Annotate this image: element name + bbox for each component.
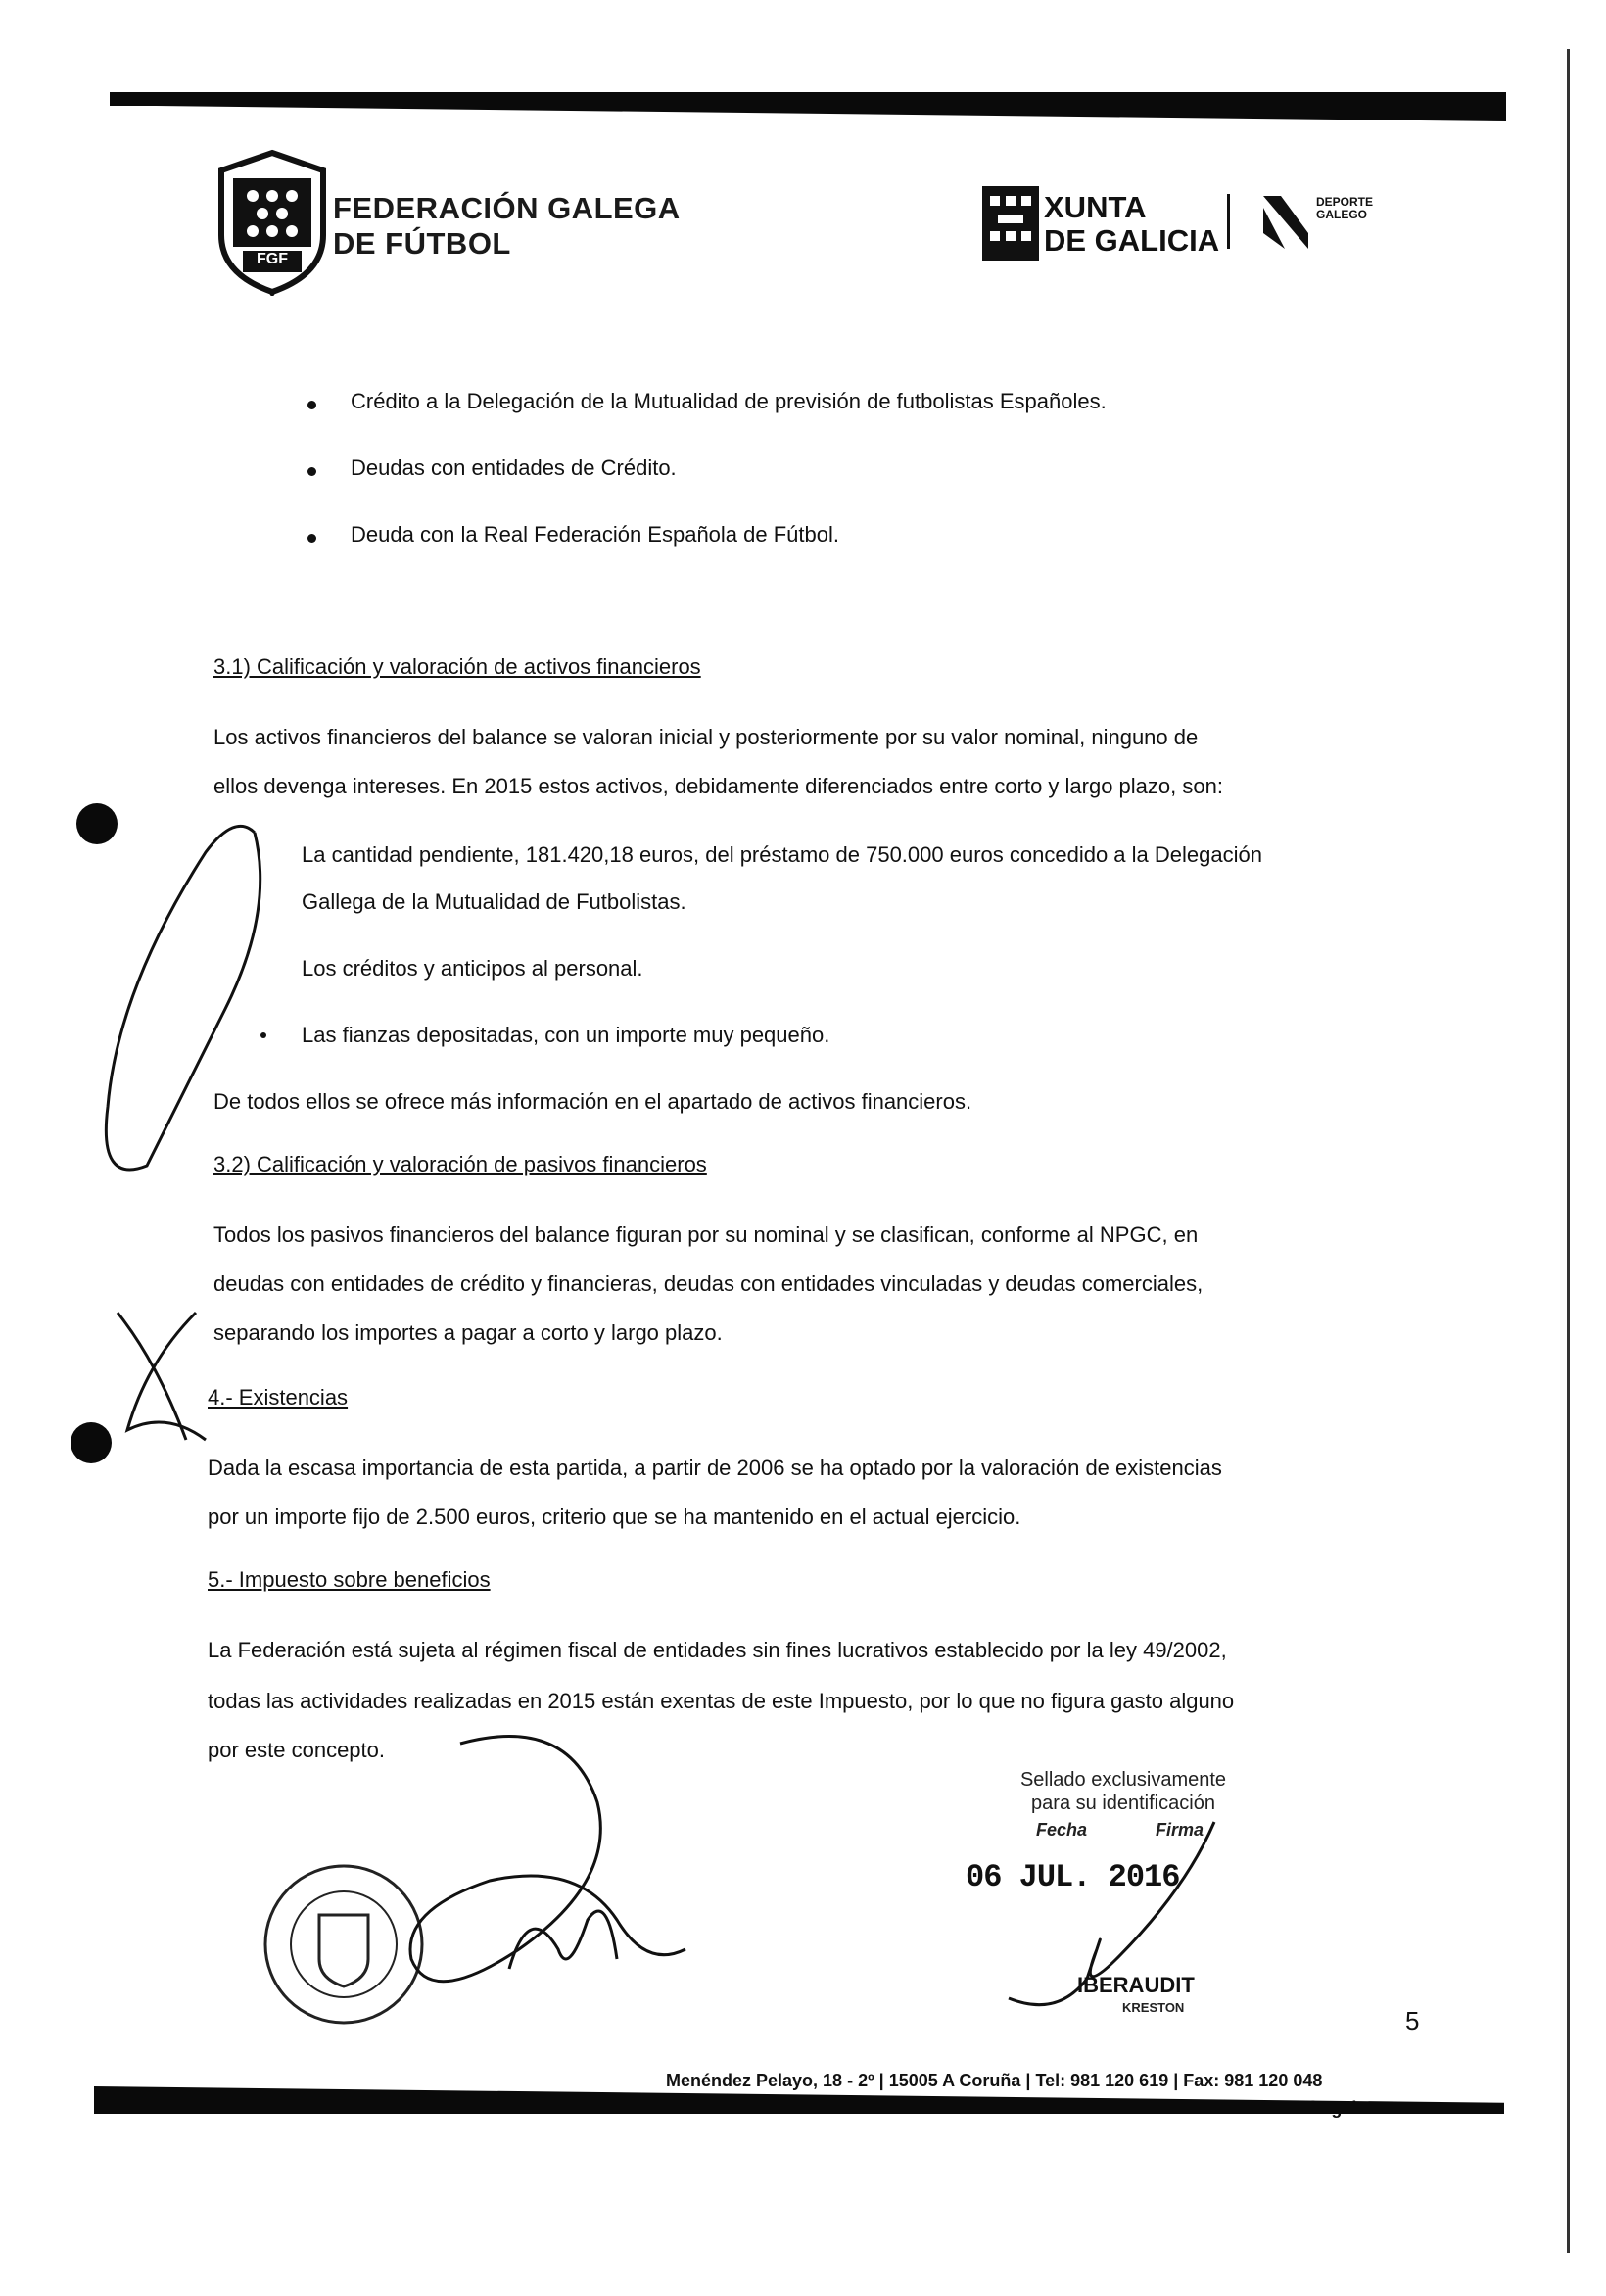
paragraph-line: La Federación está sujeta al régimen fiscal de entidades sin fines lucrativos establecido por la ley 49/2002, [208,1638,1227,1662]
bullet-item: Crédito a la Delegación de la Mutualidad de previsión de futbolistas Españoles. [351,389,1107,413]
bullet-item: Deuda con la Real Federación Española de Fútbol. [351,522,839,547]
page-number: 5 [1405,2006,1420,2035]
scan-edge-line [1567,49,1570,2253]
federation-name-line1: FEDERACIÓN GALEGA [333,191,681,225]
fgf-shield-logo [213,149,331,296]
stamp-line: para su identificación [1031,1793,1215,1814]
federation-name [333,191,681,262]
section-heading: 4.- Existencias [208,1385,349,1410]
bullet-item: Deudas con entidades de Crédito. [351,455,677,480]
stamp-auditor-sub: KRESTON [1122,2000,1185,2015]
paragraph-line: todas las actividades realizadas en 2015 están exentas de este Impuesto, por lo que no figura gasto alguno [208,1689,1235,1713]
xunta-line1: XUNTA [1044,190,1147,224]
list-item: Los créditos y anticipos al personal. [302,956,643,981]
paragraph-line: De todos ellos se ofrece más información en el apartado de activos financieros. [213,1089,972,1114]
fgf-logo-letters: FGF [257,251,288,267]
deporte-galego-icon [1261,194,1310,251]
list-item: Las fianzas depositadas, con un importe muy pequeño. [302,1023,830,1047]
stamp-fecha-label: Fecha [1036,1820,1088,1840]
auditor-signature [999,1812,1234,2018]
paragraph-line: por un importe fijo de 2.500 euros, criterio que se ha mantenido en el actual ejercicio. [208,1505,1021,1529]
stamp-date: 06 JUL. 2016 [966,1859,1180,1895]
handwritten-initial-mark [108,1303,215,1450]
stamp-firma-label: Firma [1156,1820,1204,1840]
logo-separator [1227,194,1230,249]
bullet-dot [307,467,316,476]
punch-hole [71,1422,112,1463]
stamp-auditor-name: IBERAUDIT [1077,1973,1195,1997]
footer-address: Menéndez Pelayo, 18 - 2º | 15005 A Coruña | Tel: 981 120 619 | Fax: 981 120 048 [666,2071,1323,2090]
paragraph-line: Dada la escasa importancia de esta partida, a partir de 2006 se ha optado por la valoración de existencias [208,1456,1222,1480]
section-heading: 3.2) Calificación y valoración de pasivos financieros [213,1152,707,1176]
bullet-dot [307,401,316,409]
paragraph-line: deudas con entidades de crédito y financieras, deudas con entidades vinculadas y deudas comerciales, [213,1271,1204,1296]
stamp-line: Sellado exclusivamente [1019,1769,1227,1791]
deporte-galego-name [1316,196,1373,221]
header-rule-wedge [110,92,1506,121]
deporte-line2: GALEGO [1316,208,1368,221]
paragraph-line: por este concepto. [208,1738,386,1762]
xunta-crest-icon [982,186,1039,261]
bullet-dot [307,534,316,543]
federation-name-line2: DE FÚTBOL [333,226,511,261]
paragraph-line: Los activos financieros del balance se valoran inicial y posteriormente por su valor nominal, ninguno de [213,725,1199,749]
handwritten-signature [372,1724,705,2037]
section-heading: 3.1) Calificación y valoración de activos financieros [213,654,701,679]
handwritten-bracket-mark [78,813,294,1185]
deporte-line1: DEPORTE [1316,195,1374,209]
list-item: La cantidad pendiente, 181.420,18 euros, del préstamo de 750.000 euros concedido a la Delegación [302,842,1262,867]
xunta-name [1044,191,1219,258]
list-item-continued: Gallega de la Mutualidad de Futbolistas. [302,889,686,914]
section-heading: 5.- Impuesto sobre beneficios [208,1567,491,1592]
xunta-line2: DE GALICIA [1044,223,1220,258]
paragraph-line: separando los importes a pagar a corto y largo plazo. [213,1320,723,1345]
paragraph-line: ellos devenga intereses. En 2015 estos activos, debidamente diferenciados entre corto y largo plazo, son: [213,774,1223,798]
paragraph-line: Todos los pasivos financieros del balance figuran por su nominal y se clasifican, conforme al NPGC, en [213,1222,1199,1247]
